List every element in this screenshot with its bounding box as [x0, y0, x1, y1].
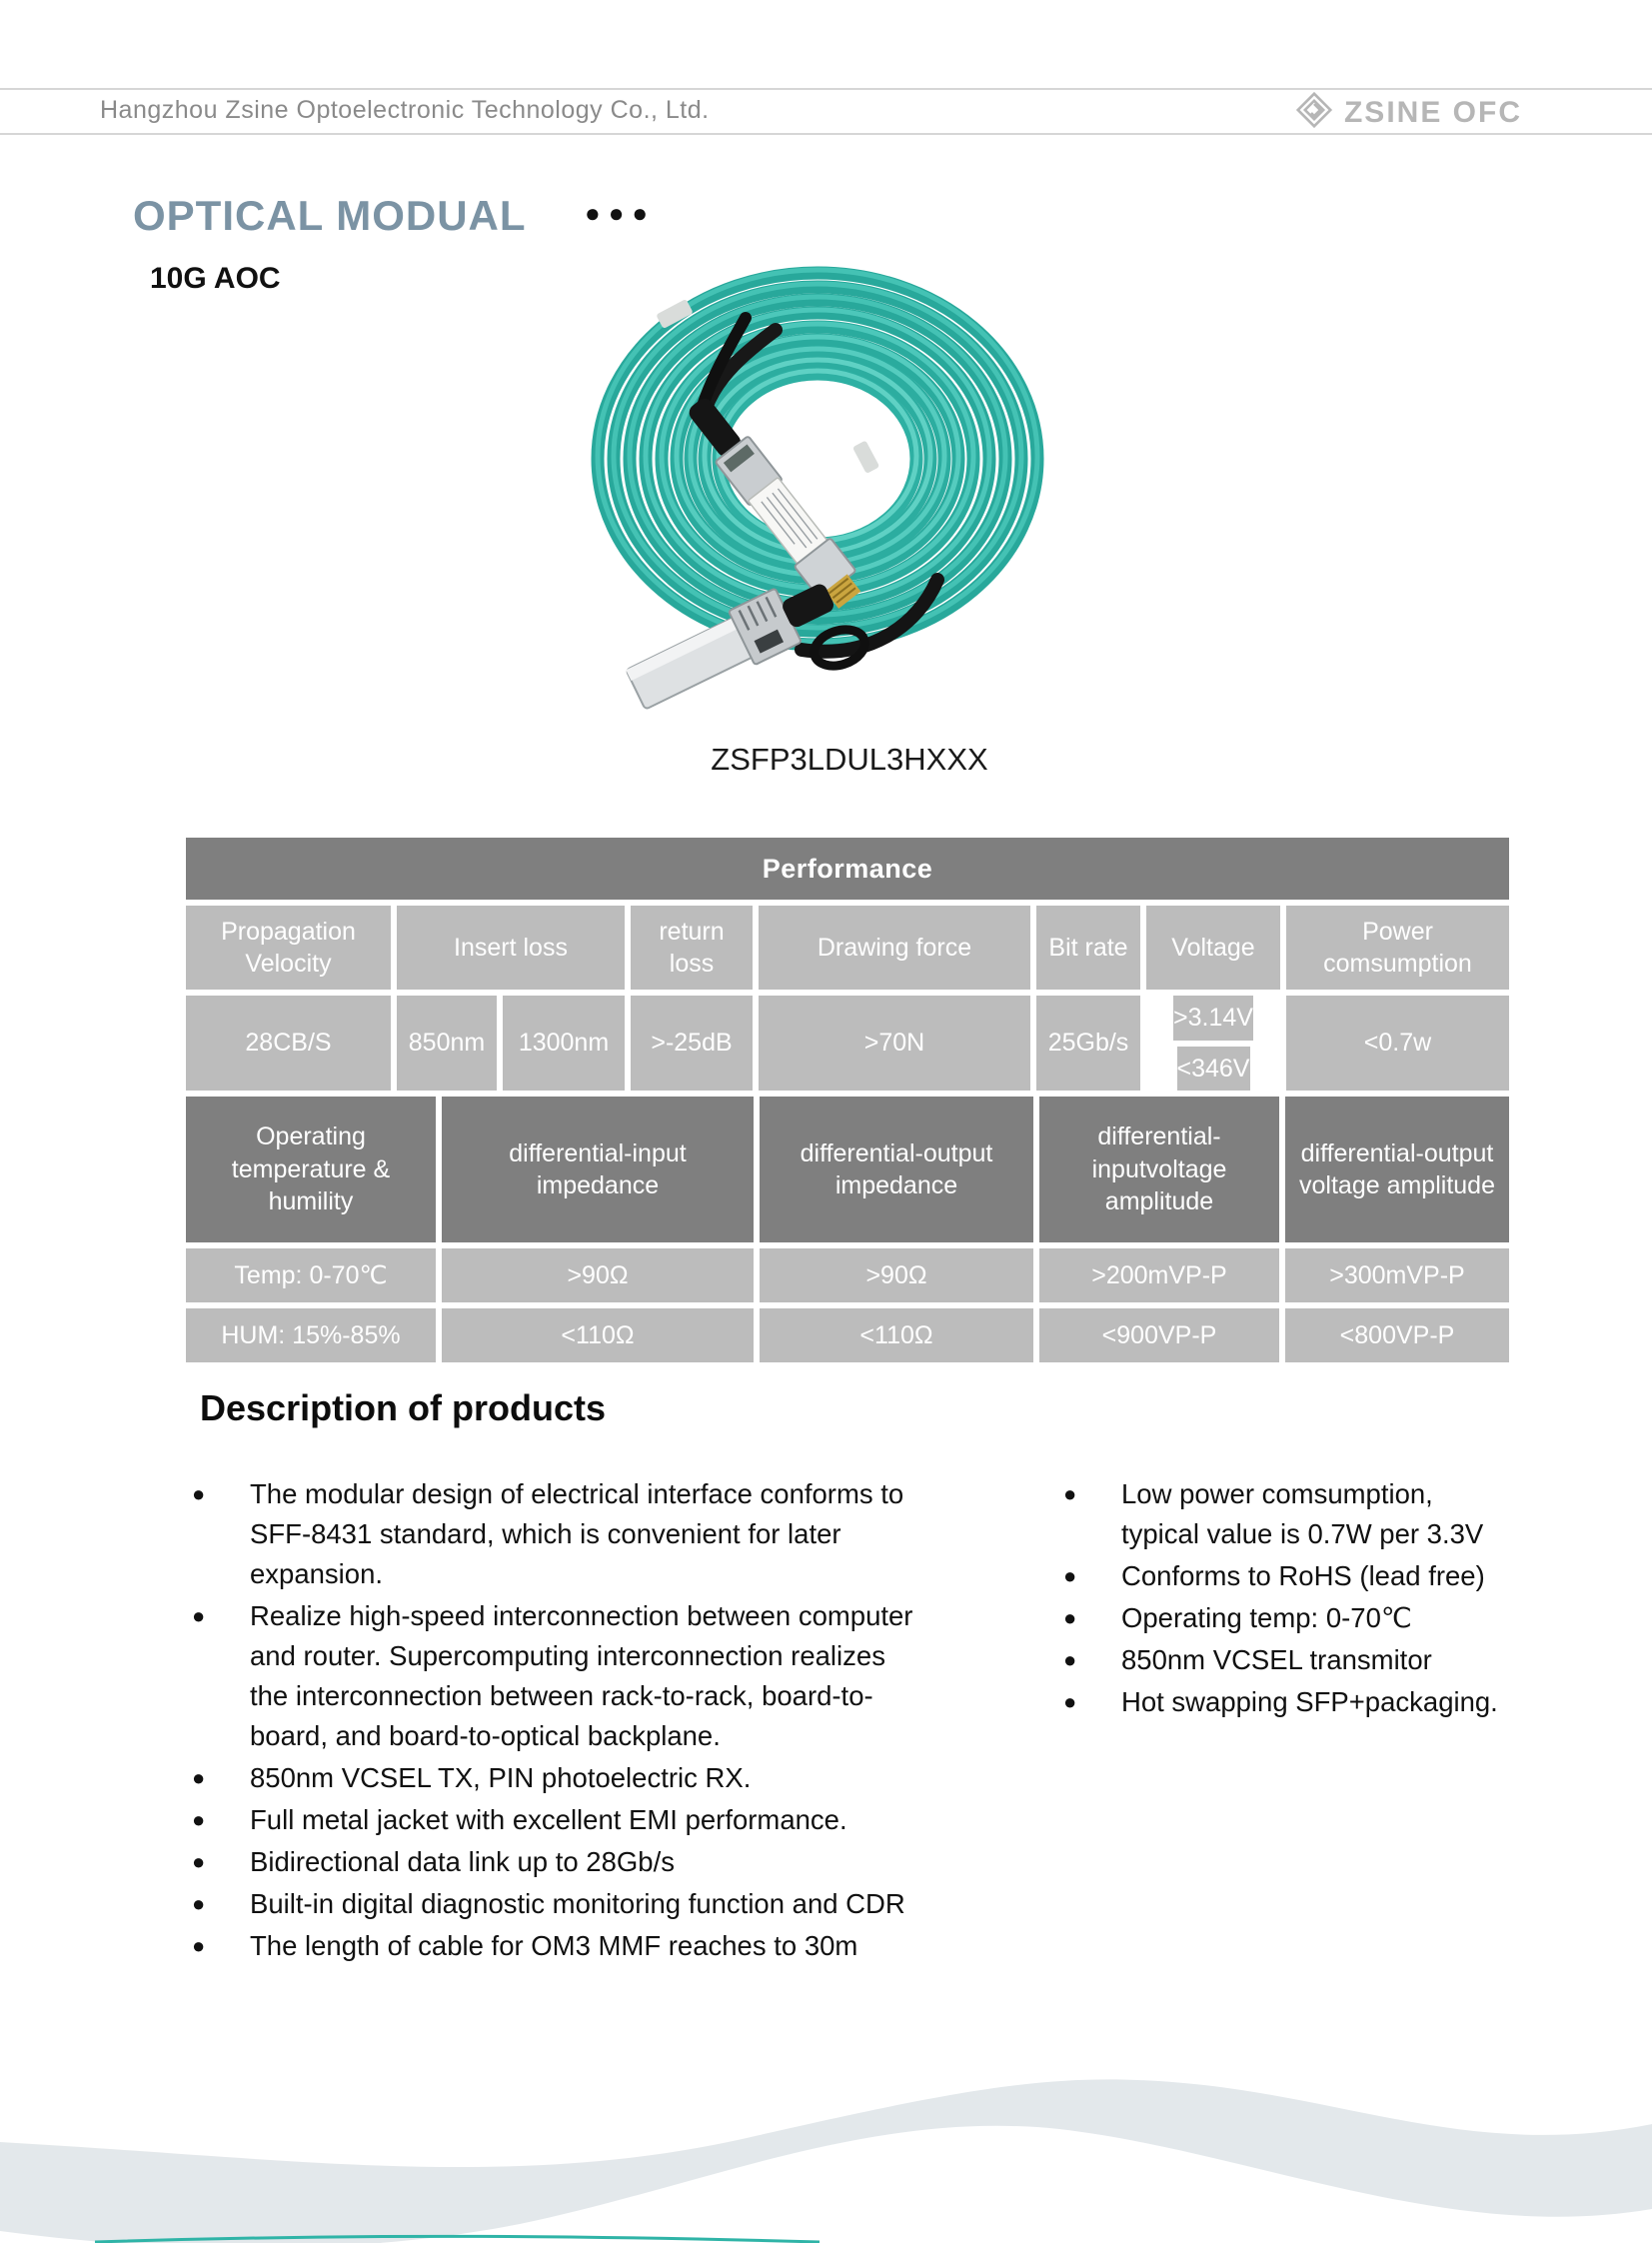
value-cell: <0.7w — [1286, 996, 1509, 1091]
table-title: Performance — [186, 838, 1509, 900]
list-item: ● 850nm VCSEL TX, PIN photoelectric RX. — [190, 1758, 929, 1798]
table-section1-values — [186, 996, 1509, 1091]
value-cell: <346V — [1177, 1047, 1250, 1092]
value-cell: 25Gb/s — [1036, 996, 1140, 1091]
col-header: Operating temperature & humility — [186, 1097, 436, 1242]
value-cell: 28CB/S — [186, 996, 391, 1091]
table-section2-row-temp — [186, 1248, 1509, 1302]
col-header: Power comsumption — [1286, 906, 1509, 990]
value-cell: <110Ω — [760, 1308, 1033, 1362]
col-header: return loss — [631, 906, 753, 990]
footer-wave-decoration — [0, 2047, 1652, 2243]
product-image — [540, 258, 1159, 728]
list-item: ● Conforms to RoHS (lead free) — [1061, 1556, 1507, 1596]
value-cell: 1300nm — [503, 996, 625, 1091]
value-cell: >70N — [759, 996, 1030, 1091]
list-item: ● Bidirectional data link up to 28Gb/s — [190, 1842, 929, 1882]
list-item: ● The length of cable for OM3 MMF reaches to 30m — [190, 1926, 929, 1966]
value-cell: <800VP-P — [1285, 1308, 1509, 1362]
list-item: ● Hot swapping SFP+packaging. — [1061, 1682, 1507, 1722]
product-subtitle: 10G AOC — [150, 262, 281, 295]
list-item: ● Operating temp: 0-70℃ — [1061, 1598, 1507, 1638]
list-item: ● Full metal jacket with excellent EMI performance. — [190, 1800, 929, 1840]
col-header: differential-output voltage amplitude — [1285, 1097, 1509, 1242]
description-list-right — [1061, 1474, 1507, 1724]
description-list-left — [190, 1474, 929, 1968]
value-cell: >200mVP-P — [1039, 1248, 1279, 1302]
page-title: OPTICAL MODUAL — [133, 192, 527, 239]
diamond-logo-icon — [1294, 90, 1334, 135]
col-header: Drawing force — [759, 906, 1030, 990]
value-cell: >3.14V — [1173, 996, 1253, 1041]
value-cell: >90Ω — [760, 1248, 1033, 1302]
value-cell: >300mVP-P — [1285, 1248, 1509, 1302]
list-item: ● The modular design of electrical interface conforms to SFF-8431 standard, which is convenient for later expansion. — [190, 1474, 929, 1594]
col-header: Bit rate — [1036, 906, 1140, 990]
value-cell: >90Ω — [442, 1248, 754, 1302]
col-header: Propagation Velocity — [186, 906, 391, 990]
title-dots-decoration: ●●● — [585, 198, 657, 228]
table-section1-headers — [186, 906, 1509, 990]
table-section2-headers — [186, 1097, 1509, 1242]
col-header: differential-inputvoltage amplitude — [1039, 1097, 1279, 1242]
value-cell: >-25dB — [631, 996, 753, 1091]
value-cell: 850nm — [397, 996, 497, 1091]
brand-text: ZSINE OFC — [1343, 95, 1522, 129]
list-item: ● Built-in digital diagnostic monitoring function and CDR — [190, 1884, 929, 1924]
list-item: ● 850nm VCSEL transmitor — [1061, 1640, 1507, 1680]
value-cell: <900VP-P — [1039, 1308, 1279, 1362]
value-cell: Temp: 0-70℃ — [186, 1248, 436, 1302]
description-heading: Description of products — [200, 1387, 607, 1428]
value-cell: <110Ω — [442, 1308, 754, 1362]
list-item: ● Realize high-speed interconnection between computer and router. Supercomputing interconnection realizes the interconnection between rack-to-rack, board-to-board, and board-to-optical backplane. — [190, 1596, 929, 1756]
brand-logo — [1294, 90, 1522, 135]
voltage-split-cell — [1146, 996, 1280, 1091]
cable-tab — [852, 440, 879, 474]
performance-table — [186, 838, 1509, 1362]
product-model: ZSFP3LDUL3HXXX — [711, 742, 988, 777]
list-item: ● Low power comsumption, typical value is 0.7W per 3.3V — [1061, 1474, 1507, 1554]
col-header: differential-output impedance — [760, 1097, 1033, 1242]
company-name: Hangzhou Zsine Optoelectronic Technology Co., Ltd. — [100, 96, 710, 124]
col-header: Voltage — [1146, 906, 1280, 990]
col-header: Insert loss — [397, 906, 625, 990]
col-header: differential-input impedance — [442, 1097, 754, 1242]
table-section2-row-hum — [186, 1308, 1509, 1362]
value-cell: HUM: 15%-85% — [186, 1308, 436, 1362]
